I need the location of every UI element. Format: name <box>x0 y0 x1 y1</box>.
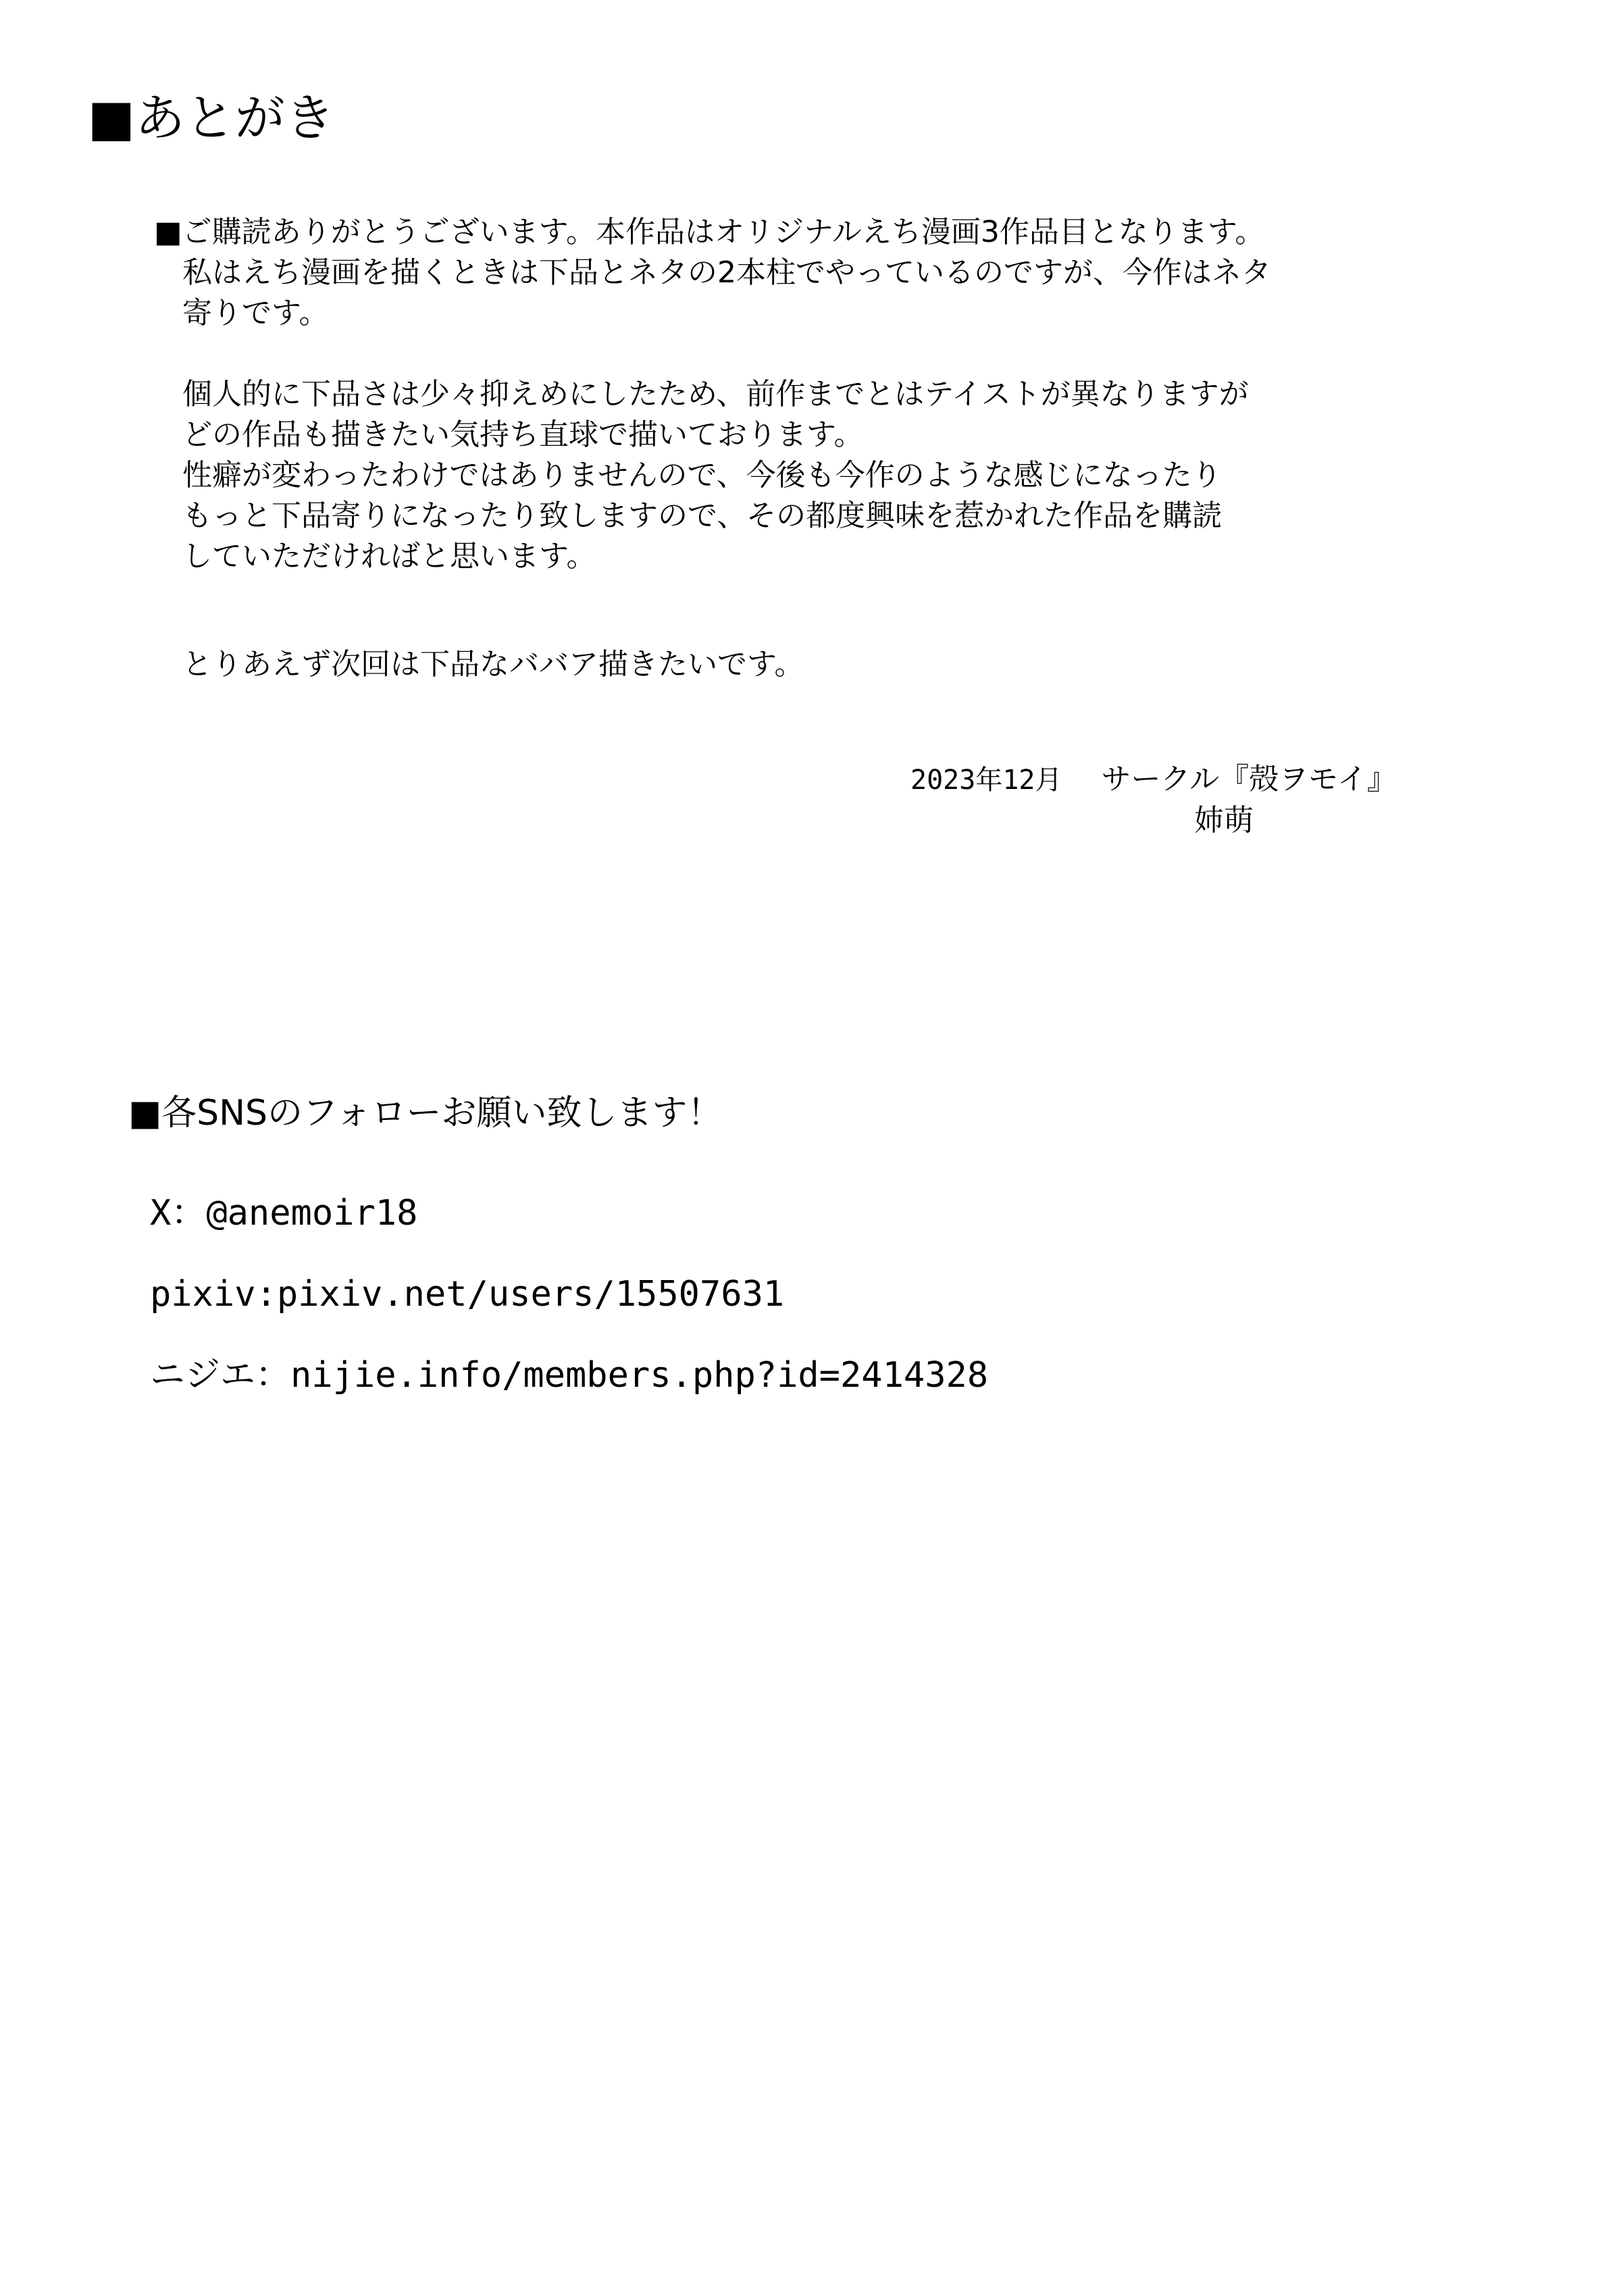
paragraph-line: 個人的に下品さは少々抑えめにしたため、前作までとはテイストが異なりますが <box>182 377 1249 411</box>
sns-nijie-link[interactable]: nijie.info/members.php?id=2414328 <box>290 1355 989 1396</box>
sns-list <box>150 1193 989 1439</box>
sns-pixiv-link[interactable]: pixiv.net/users/15507631 <box>276 1274 785 1315</box>
paragraph-line: 性癖が変わったわけではありませんので、今後も今作のような感じになったり <box>182 458 1222 492</box>
paragraph-line: もっと下品寄りになったり致しますので、その都度興味を惹かれた作品を購読 <box>182 499 1223 533</box>
paragraph-line: とりあえず次回は下品なババア描きたいです。 <box>182 647 804 682</box>
signature-author: 姉萌 <box>1194 803 1254 838</box>
paragraph-line: していただければと思います。 <box>182 539 596 573</box>
paragraph-line: 寄りです。 <box>182 296 329 330</box>
page-title: ■あとがき <box>88 89 335 147</box>
sns-nijie-line <box>150 1355 989 1400</box>
sns-heading: ■各SNSのフォローお願い致します！ <box>128 1093 723 1133</box>
sns-x-label: X： <box>150 1193 207 1233</box>
signature-line <box>910 762 1397 796</box>
signature-date: 2023年12月 <box>910 765 1062 796</box>
sns-nijie-label: ニジエ： <box>150 1355 291 1396</box>
sns-pixiv-line <box>150 1274 988 1319</box>
signature-block <box>910 759 1397 841</box>
paragraph-line: どの作品も描きたい気持ち直球で描いております。 <box>182 417 864 452</box>
sns-x-line <box>150 1193 988 1238</box>
signature-circle: サークル『殻ヲモイ』 <box>1101 762 1397 796</box>
afterword-body <box>154 212 1271 685</box>
paragraph-line: 私はえち漫画を描くときは下品とネタの2本柱でやっているのですが、今作はネタ <box>182 255 1271 290</box>
sns-x-link[interactable]: @anemoir18 <box>206 1193 418 1233</box>
paragraph-line: ■ご購読ありがとうございます。本作品はオリジナルえち漫画3作品目となります。 <box>154 215 1265 249</box>
sns-pixiv-label: pixiv: <box>150 1274 277 1315</box>
